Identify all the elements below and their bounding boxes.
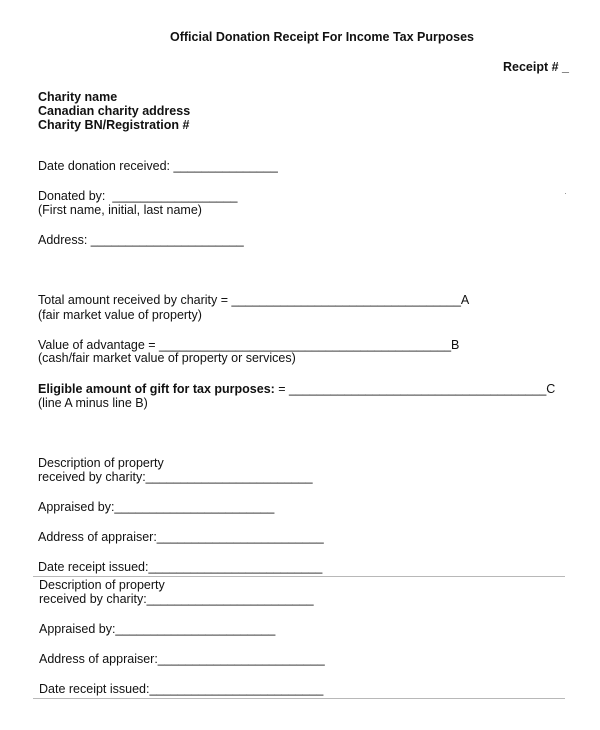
date-received-field: Date donation received: _______________ — [38, 159, 278, 173]
line-c-rest: = _____________________________________C — [274, 382, 556, 396]
appraiser-address-field: Address of appraiser:________________________ — [38, 530, 324, 544]
line-a-hint: (fair market value of property) — [38, 308, 202, 322]
date-receipt-issued-field: Date receipt issued:_________________________ — [39, 682, 324, 696]
line-a-field: Total amount received by charity = _________________________________A — [38, 293, 470, 307]
line-b-hint: (cash/fair market value of property or services) — [38, 351, 296, 365]
appraiser-address-field: Address of appraiser:________________________ — [39, 652, 325, 666]
section-divider — [33, 576, 565, 577]
donated-by-field: Donated by: __________________ — [38, 189, 238, 203]
appraised-by-field: Appraised by:_______________________ — [39, 622, 276, 636]
stray-mark — [565, 193, 566, 194]
property-description-label: Description of property — [38, 456, 164, 470]
receipt-title: Official Donation Receipt For Income Tax Purposes — [170, 30, 474, 44]
address-field: Address: ______________________ — [38, 233, 244, 247]
appraised-by-field: Appraised by:_______________________ — [38, 500, 275, 514]
date-receipt-issued-field: Date receipt issued:_________________________ — [38, 560, 323, 574]
property-received-field: received by charity:________________________ — [39, 592, 314, 606]
line-c-field — [38, 382, 555, 396]
line-b-field: Value of advantage = __________________________________________B — [38, 338, 460, 352]
line-c-hint: (line A minus line B) — [38, 396, 148, 410]
charity-bn: Charity BN/Registration # — [38, 118, 190, 132]
donated-by-hint: (First name, initial, last name) — [38, 203, 202, 217]
property-received-field: received by charity:________________________ — [38, 470, 313, 484]
charity-address: Canadian charity address — [38, 104, 191, 118]
section-divider — [33, 698, 565, 699]
property-description-label: Description of property — [39, 578, 165, 592]
receipt-number: Receipt # _ — [503, 60, 570, 74]
charity-name: Charity name — [38, 90, 118, 104]
line-c-label: Eligible amount of gift for tax purposes: — [38, 382, 275, 396]
